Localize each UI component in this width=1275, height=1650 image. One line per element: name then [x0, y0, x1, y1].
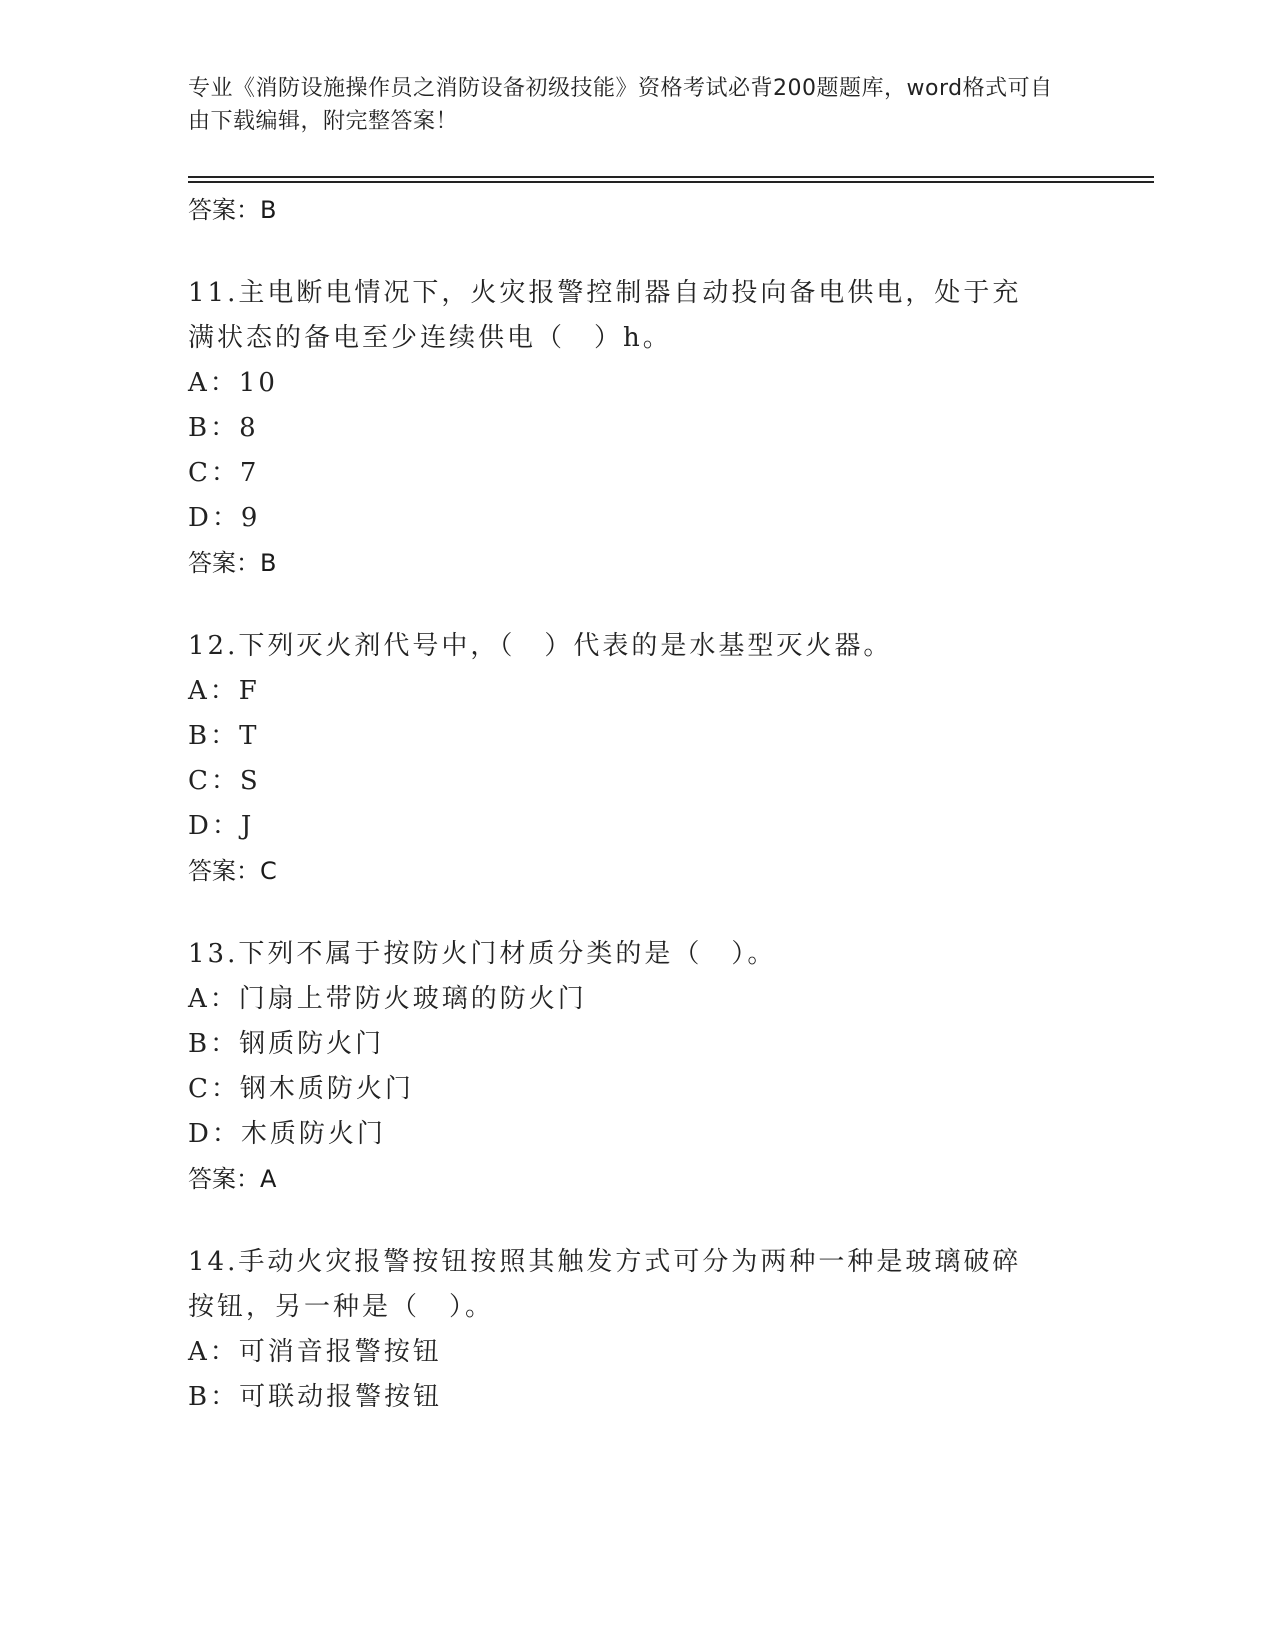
option-d: D：J — [188, 811, 255, 841]
option-d: D：9 — [188, 503, 261, 533]
question-list — [188, 188, 1088, 1420]
question-14 — [188, 1240, 1088, 1420]
option-b: B：钢质防火门 — [188, 1029, 385, 1059]
document-header: 专业《消防设施操作员之消防设备初级技能》资格考试必背200题题库，word格式可自由下载编辑，附完整答案！ — [188, 76, 1053, 134]
option-a: A：门扇上带防火玻璃的防火门 — [188, 984, 587, 1014]
option-b: B：可联动报警按钮 — [188, 1382, 443, 1412]
question-11 — [188, 271, 1088, 586]
question-12 — [188, 624, 1088, 894]
question-stem: 14.手动火灾报警按钮按照其触发方式可分为两种一种是玻璃破碎按钮，另一种是（ ）。 — [188, 1247, 1022, 1322]
header-rule-top — [188, 176, 1154, 178]
answer-line: 答案：C — [188, 857, 277, 885]
option-c: C：钢木质防火门 — [188, 1074, 414, 1104]
answer-line: 答案：B — [188, 549, 277, 577]
header-rule-bottom — [188, 181, 1154, 183]
previous-answer: 答案：B — [188, 196, 277, 224]
question-stem: 12.下列灭火剂代号中，（ ）代表的是水基型灭火器。 — [188, 631, 893, 661]
option-a: A：10 — [188, 368, 278, 398]
option-a: A：F — [188, 676, 260, 706]
option-b: B：8 — [188, 413, 259, 443]
option-c: C：7 — [188, 458, 260, 488]
option-d: D：木质防火门 — [188, 1119, 386, 1149]
option-b: B：T — [188, 721, 260, 751]
question-stem: 11.主电断电情况下，火灾报警控制器自动投向备电供电，处于充满状态的备电至少连续供电（ ）h。 — [188, 278, 1022, 353]
option-c: C：S — [188, 766, 261, 796]
answer-line: 答案：A — [188, 1165, 277, 1193]
option-a: A：可消音报警按钮 — [188, 1337, 442, 1367]
question-stem: 13.下列不属于按防火门材质分类的是（ ）。 — [188, 939, 777, 969]
question-13 — [188, 932, 1088, 1202]
